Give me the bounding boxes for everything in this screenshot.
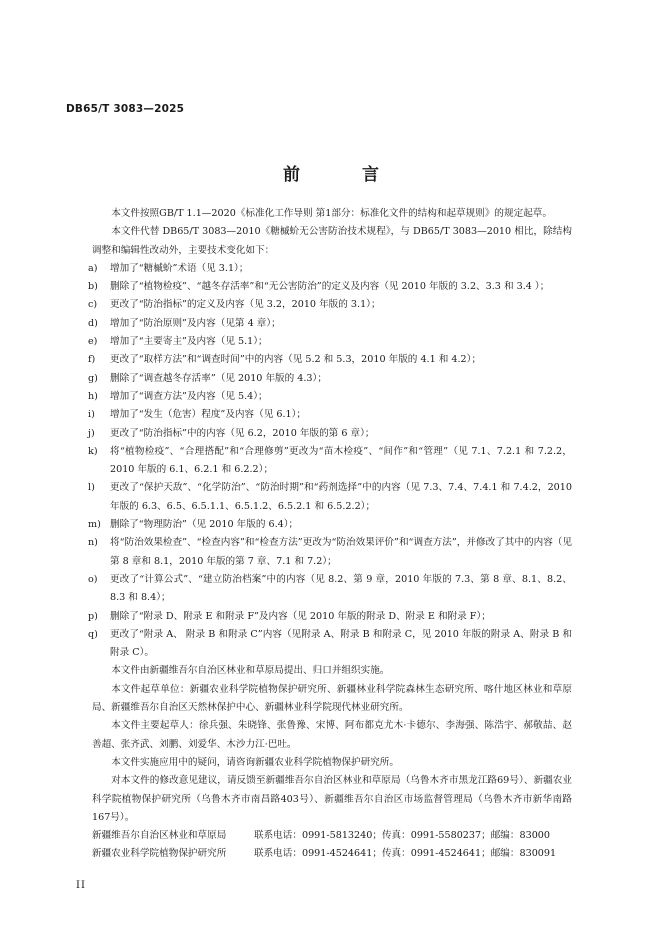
list-item-label: p) [88,610,98,622]
list-item [88,479,572,516]
contact-line [92,845,572,863]
list-item [88,571,572,608]
list-item [88,425,572,443]
list-item-label: c) [88,299,98,311]
list-item-text: 增加了“糖槭蚧”术语（见 3.1）； [110,262,249,274]
list-item-text: 更改了“防治指标”中的内容（见 6.2，2010 年版的第 6 章）； [110,427,375,439]
paragraph-drafting-units: 本文件起草单位：新疆农业科学院植物保护研究所、新疆林业科学院森林生态研究所、喀什地区林业和草原局、新疆维吾尔自治区天然林保护中心、新疆林业科学院现代林业研究所。 [92,683,572,714]
paragraph-proposed-by: 本文件由新疆维吾尔自治区林业和草原局提出、归口并组织实施。 [111,665,390,677]
paragraph-replacement: 本文件代替 DB65/T 3083—2010《糖槭蚧无公害防治技术规程》，与 DB65/T 3083—2010 相比，除结构调整和编辑性改动外，主要技术变化如下： [92,226,572,256]
paragraph-drafters: 本文件主要起草人：徐兵强、朱晓锋、张鲁豫、宋博、阿布都克尤木·卡德尔、李海强、陈浩宇、郝敬喆、赵善超、张齐武、刘鹏、刘爱华、木沙力江·巴吐。 [92,720,572,750]
paragraph-questions: 本文件实施应用中的疑问，请咨询新疆农业科学院植物保护研究所。 [111,756,399,768]
list-item-text: 更改了“取样方法”和“调查时间”中的内容（见 5.2 和 5.3，2010 年版的 4.1 和 4.2）； [110,354,482,366]
list-item-text: 增加了“发生（危害）程度”及内容（见 6.1）； [110,409,307,421]
list-item-text: 更改了“附录 A、 附录 B 和附录 C”内容（见附录 A、附录 B 和附录 C，见 2010 年版的附录 A、附录 B 和附录 C）。 [110,628,572,659]
list-item-text: 增加了“防治原则”及内容（见第 4 章）； [110,317,281,329]
contact-org: 新疆维吾尔自治区林业和草原局 [92,830,227,842]
list-item-label: n) [88,537,98,549]
paragraph-feedback: 对本文件的修改意见建议，请反馈至新疆维吾尔自治区林业和草原局（乌鲁木齐市黑龙江路69号）、新疆农业科学院植物保护研究所（乌鲁木齐市南昌路403号）、新疆维吾尔自治区市场监督管理局（乌鲁木齐市新华南路167号）。 [92,775,572,823]
list-item [88,626,572,663]
page-number: II [76,880,86,891]
list-item [88,443,572,480]
list-item-text: 将“防治效果检查”、“检查内容”和“检查方法”更改为“防治效果评价”和“调查方法”，并修改了其中的内容（见第 8 章和 8.1，2010 年版的第 7 章、7.1 和 7.2）； [110,537,572,567]
list-item-text: 更改了“防治指标”的定义及内容（见 3.2，2010 年版的 3.1）； [110,299,381,311]
list-item-label: l) [88,482,95,494]
list-item-label: j) [88,427,95,439]
foreword-body [88,205,572,864]
contact-org: 新疆农业科学院植物保护研究所 [92,848,227,860]
standard-code: DB65/T 3083—2025 [66,103,185,115]
list-item-text: 增加了“调查方法”及内容（见 5.4）； [110,390,268,402]
list-item-label: d) [88,317,98,329]
list-item-text: 删除了“物理防治”（见 2010 年版的 6.4）； [110,519,299,531]
paragraph-drafting-rules: 本文件按照GB/T 1.1—2020《标准化工作导则 第1部分：标准化文件的结构和起草规则》的规定起草。 [111,208,552,219]
list-item [88,608,572,626]
list-item [88,315,572,333]
contact-info: 联系电话：0991-5813240；传真：0991-5580237；邮编：83000 [254,830,551,842]
list-item-label: b) [88,281,98,293]
list-item [88,296,572,314]
list-item-label: f) [88,354,96,366]
list-item-text: 删除了“附录 D、附录 E 和附录 F”及内容（见 2010 年版的附录 D、附录 E 和附录 F）； [110,610,491,622]
list-item [88,370,572,388]
list-item [88,516,572,534]
list-item [88,260,572,278]
list-item-text: 更改了“保护天敌”、“化学防治”、“防治时期”和“药剂选择”中的内容（见 7.3、7.4、7.4.1 和 7.4.2，2010 年版的 6.3、6.5、6.5.1.1、6.5.1.2、6.5.2.1 和 6.5.2.2）； [110,482,572,512]
list-item-label: a) [88,262,98,274]
list-item [88,351,572,369]
contact-line [92,827,572,845]
list-item-label: h) [88,390,98,402]
list-item-label: o) [88,573,98,585]
list-item [88,534,572,571]
list-item-text: 删除了“植物检疫”、“越冬存活率”和“无公害防治”的定义及内容（见 2010 年版的 3.2、3.3 和 3.4 ）； [110,281,550,293]
list-item [88,278,572,296]
contact-info: 联系电话：0991-4524641；传真：0991-4524641；邮编：830091 [254,848,557,860]
list-item [88,388,572,406]
list-item-label: k) [88,445,98,457]
page-title: 前 言 [283,165,407,185]
list-item [88,406,572,424]
list-item-text: 将“植物检疫”、“合理搭配”和“合理修剪”更改为“苗木检疫”、“间作”和“管理”（见 7.1、7.2.1 和 7.2.2，2010 年版的 6.1、6.2.1 和 6.2.2）； [110,445,572,476]
list-item [88,333,572,351]
list-item-label: m) [88,519,101,531]
list-item-text: 删除了“调查越冬存活率”（见 2010 年版的 4.3）； [110,372,327,384]
list-item-label: i) [88,409,95,421]
list-item-label: g) [88,372,98,384]
list-item-label: q) [88,628,98,640]
technical-changes-list [88,260,572,663]
list-item-text: 更改了“计算公式”、“建立防治档案”中的内容（见 8.2、第 9 章，2010 年版的 7.3、第 8 章、8.1、8.2、8.3 和 8.4）； [110,573,572,604]
list-item-label: e) [88,336,98,348]
list-item-text: 增加了“主要寄主”及内容（见 5.1）； [110,336,268,348]
